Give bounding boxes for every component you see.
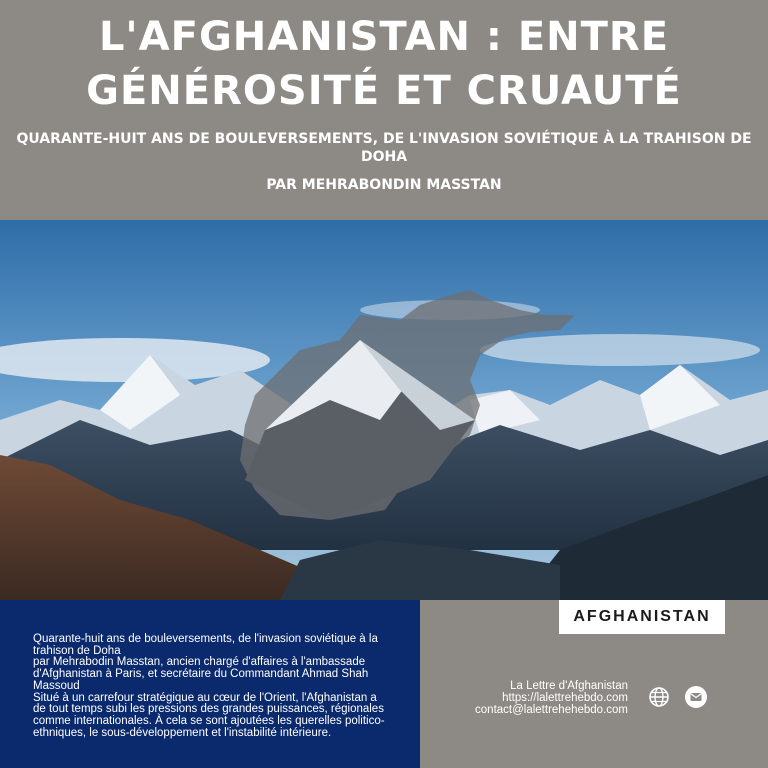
summary-panel xyxy=(0,600,420,768)
header xyxy=(0,0,768,220)
country-tag: AFGHANISTAN xyxy=(559,600,725,634)
footer-panel xyxy=(420,600,768,768)
subtitle: QUARANTE-HUIT ANS DE BOULEVERSEMENTS, DE L'INVASION SOVIÉTIQUE À LA TRAHISON DE DOHA xyxy=(16,131,752,165)
summary-text xyxy=(33,634,388,739)
mountain-landscape-image xyxy=(0,220,768,600)
summary-paragraph-2: par Mehrabodin Masstan, ancien chargé d'affaires à l'ambassade d'Afghanistan à Paris, et secrétaire du Commandant Ahmad Shah Massoud xyxy=(33,656,369,692)
summary-paragraph-1: Quarante-huit ans de bouleversements, de l'invasion soviétique à la trahison de Doha xyxy=(33,633,378,657)
contact-block xyxy=(475,680,628,716)
mail-icon[interactable] xyxy=(685,686,707,708)
byline: PAR MEHRABONDIN MASSTAN xyxy=(266,177,502,193)
publication-name: La Lettre d'Afghanistan xyxy=(510,680,628,692)
page-title: L'AFGHANISTAN : ENTRE GÉNÉROSITÉ ET CRUAUTÉ xyxy=(86,14,682,114)
hero-image xyxy=(0,220,768,600)
email-link[interactable]: contact@lalettrehehebdo.com xyxy=(475,704,628,716)
website-link[interactable]: https://lalettrehebdo.com xyxy=(502,692,628,704)
summary-paragraph-3: Situé à un carrefour stratégique au cœur de l'Orient, l'Afghanistan a de tout temps subi les pressions des grandes puissances, régionales comme internationales. À cela se sont ajoutées les querelles politico-ethniques, le sous-développement et l'instabilité intérieure. xyxy=(33,691,385,739)
globe-icon[interactable] xyxy=(648,686,670,708)
